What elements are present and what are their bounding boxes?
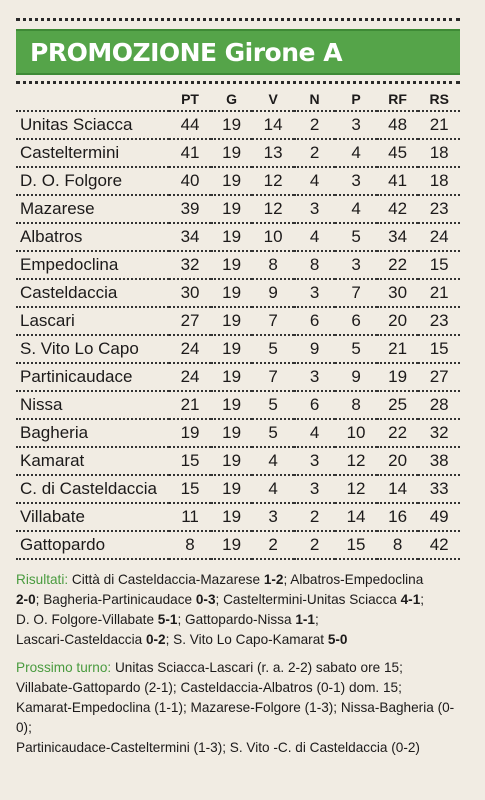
result-score: 4-1 bbox=[400, 592, 421, 607]
result-text: Lascari-Casteldaccia bbox=[16, 632, 146, 647]
cell-rs: 21 bbox=[418, 279, 460, 307]
team-name: Unitas Sciacca bbox=[16, 111, 169, 139]
cell-p: 4 bbox=[335, 139, 377, 167]
cell-g: 19 bbox=[211, 475, 253, 503]
cell-v: 7 bbox=[252, 363, 294, 391]
result-text: ; Casteltermini-Unitas Sciacca bbox=[215, 592, 401, 607]
cell-v: 5 bbox=[252, 335, 294, 363]
cell-n: 4 bbox=[294, 419, 335, 447]
result-score: 5-0 bbox=[327, 632, 348, 647]
cell-g: 19 bbox=[211, 531, 253, 559]
standings-article bbox=[16, 18, 460, 766]
results-section bbox=[16, 570, 460, 758]
cell-rs: 49 bbox=[418, 503, 460, 531]
cell-pt: 15 bbox=[169, 447, 211, 475]
cell-g: 19 bbox=[211, 391, 253, 419]
team-name: Kamarat bbox=[16, 447, 169, 475]
cell-rf: 41 bbox=[377, 167, 419, 195]
cell-n: 6 bbox=[294, 307, 335, 335]
cell-g: 19 bbox=[211, 251, 253, 279]
cell-rs: 15 bbox=[418, 251, 460, 279]
cell-g: 19 bbox=[211, 111, 253, 139]
cell-pt: 44 bbox=[169, 111, 211, 139]
cell-pt: 24 bbox=[169, 335, 211, 363]
team-name: C. di Casteldaccia bbox=[16, 475, 169, 503]
next-round-line: Partinicaudace-Casteltermini (1-3); S. Vito -C. di Casteldaccia (0-2) bbox=[16, 740, 420, 755]
cell-rs: 21 bbox=[418, 111, 460, 139]
cell-pt: 11 bbox=[169, 503, 211, 531]
cell-rf: 16 bbox=[377, 503, 419, 531]
cell-pt: 8 bbox=[169, 531, 211, 559]
header-rf: RF bbox=[377, 88, 419, 111]
group-title: Girone A bbox=[224, 37, 343, 67]
result-score: 0-3 bbox=[195, 592, 216, 607]
cell-rf: 19 bbox=[377, 363, 419, 391]
cell-p: 4 bbox=[335, 195, 377, 223]
result-text: D. O. Folgore-Villabate bbox=[16, 612, 158, 627]
cell-pt: 24 bbox=[169, 363, 211, 391]
cell-rf: 22 bbox=[377, 251, 419, 279]
cell-p: 10 bbox=[335, 419, 377, 447]
cell-rf: 20 bbox=[377, 307, 419, 335]
team-name: Bagheria bbox=[16, 419, 169, 447]
cell-n: 2 bbox=[294, 139, 335, 167]
cell-rs: 38 bbox=[418, 447, 460, 475]
cell-n: 3 bbox=[294, 475, 335, 503]
table-row bbox=[16, 447, 460, 475]
cell-pt: 15 bbox=[169, 475, 211, 503]
table-header-row bbox=[16, 88, 460, 111]
cell-n: 4 bbox=[294, 223, 335, 251]
cell-v: 9 bbox=[252, 279, 294, 307]
team-name: Casteldaccia bbox=[16, 279, 169, 307]
result-text: ; Gattopardo-Nissa bbox=[177, 612, 296, 627]
cell-pt: 27 bbox=[169, 307, 211, 335]
cell-rs: 23 bbox=[418, 195, 460, 223]
table-row bbox=[16, 503, 460, 531]
cell-rf: 34 bbox=[377, 223, 419, 251]
cell-n: 3 bbox=[294, 363, 335, 391]
cell-rf: 22 bbox=[377, 419, 419, 447]
team-name: Lascari bbox=[16, 307, 169, 335]
cell-n: 2 bbox=[294, 531, 335, 559]
result-score: 1-2 bbox=[263, 572, 284, 587]
cell-rs: 42 bbox=[418, 531, 460, 559]
header-v: V bbox=[252, 88, 294, 111]
team-name: S. Vito Lo Capo bbox=[16, 335, 169, 363]
table-row bbox=[16, 419, 460, 447]
cell-n: 8 bbox=[294, 251, 335, 279]
cell-rs: 28 bbox=[418, 391, 460, 419]
table-row bbox=[16, 223, 460, 251]
result-score: 5-1 bbox=[157, 612, 178, 627]
table-row bbox=[16, 251, 460, 279]
team-name: Albatros bbox=[16, 223, 169, 251]
team-name: Empedoclina bbox=[16, 251, 169, 279]
cell-v: 8 bbox=[252, 251, 294, 279]
table-row bbox=[16, 335, 460, 363]
cell-g: 19 bbox=[211, 195, 253, 223]
cell-rf: 20 bbox=[377, 447, 419, 475]
banner-divider bbox=[16, 81, 460, 84]
next-round-paragraph bbox=[16, 658, 460, 758]
cell-v: 7 bbox=[252, 307, 294, 335]
cell-pt: 19 bbox=[169, 419, 211, 447]
cell-rf: 30 bbox=[377, 279, 419, 307]
team-name: Villabate bbox=[16, 503, 169, 531]
cell-pt: 40 bbox=[169, 167, 211, 195]
table-row bbox=[16, 475, 460, 503]
cell-g: 19 bbox=[211, 139, 253, 167]
next-round-line: Villabate-Gattopardo (2-1); Casteldaccia-Albatros (0-1) dom. 15; bbox=[16, 680, 402, 695]
cell-rf: 42 bbox=[377, 195, 419, 223]
results-paragraph bbox=[16, 570, 460, 650]
cell-rf: 48 bbox=[377, 111, 419, 139]
cell-rs: 18 bbox=[418, 167, 460, 195]
cell-v: 4 bbox=[252, 447, 294, 475]
header-pt: PT bbox=[169, 88, 211, 111]
title-banner bbox=[16, 29, 460, 75]
cell-rf: 21 bbox=[377, 335, 419, 363]
header-team bbox=[16, 88, 169, 111]
cell-pt: 32 bbox=[169, 251, 211, 279]
table-body bbox=[16, 111, 460, 559]
cell-pt: 21 bbox=[169, 391, 211, 419]
cell-v: 10 bbox=[252, 223, 294, 251]
top-divider bbox=[16, 18, 460, 21]
cell-v: 5 bbox=[252, 391, 294, 419]
cell-n: 9 bbox=[294, 335, 335, 363]
cell-p: 3 bbox=[335, 167, 377, 195]
cell-v: 12 bbox=[252, 195, 294, 223]
cell-g: 19 bbox=[211, 279, 253, 307]
team-name: Casteltermini bbox=[16, 139, 169, 167]
cell-rf: 45 bbox=[377, 139, 419, 167]
header-rs: RS bbox=[418, 88, 460, 111]
standings-table bbox=[16, 88, 460, 560]
result-text: ; Albatros-Empedoclina bbox=[283, 572, 424, 587]
cell-p: 7 bbox=[335, 279, 377, 307]
cell-rf: 14 bbox=[377, 475, 419, 503]
cell-g: 19 bbox=[211, 223, 253, 251]
cell-rs: 18 bbox=[418, 139, 460, 167]
cell-g: 19 bbox=[211, 335, 253, 363]
cell-p: 15 bbox=[335, 531, 377, 559]
cell-p: 6 bbox=[335, 307, 377, 335]
result-score: 2-0 bbox=[16, 592, 36, 607]
table-row bbox=[16, 195, 460, 223]
cell-g: 19 bbox=[211, 363, 253, 391]
table-row bbox=[16, 307, 460, 335]
cell-g: 19 bbox=[211, 419, 253, 447]
next-round-line: Kamarat-Empedoclina (1-1); Mazarese-Folgore (1-3); Nissa-Bagheria (0-0); bbox=[16, 700, 455, 735]
result-text: ; bbox=[314, 612, 319, 627]
cell-g: 19 bbox=[211, 447, 253, 475]
cell-rf: 8 bbox=[377, 531, 419, 559]
cell-pt: 39 bbox=[169, 195, 211, 223]
result-text: Città di Casteldaccia-Mazarese bbox=[68, 572, 264, 587]
table-row bbox=[16, 167, 460, 195]
team-name: Nissa bbox=[16, 391, 169, 419]
team-name: Partinicaudace bbox=[16, 363, 169, 391]
results-label: Risultati: bbox=[16, 572, 69, 587]
cell-rs: 15 bbox=[418, 335, 460, 363]
cell-n: 3 bbox=[294, 195, 335, 223]
cell-g: 19 bbox=[211, 503, 253, 531]
team-name: D. O. Folgore bbox=[16, 167, 169, 195]
cell-n: 3 bbox=[294, 279, 335, 307]
cell-p: 5 bbox=[335, 223, 377, 251]
cell-rs: 32 bbox=[418, 419, 460, 447]
cell-rs: 24 bbox=[418, 223, 460, 251]
result-score: 1-1 bbox=[295, 612, 315, 627]
header-g: G bbox=[211, 88, 253, 111]
result-text: ; bbox=[420, 592, 425, 607]
cell-v: 5 bbox=[252, 419, 294, 447]
cell-pt: 41 bbox=[169, 139, 211, 167]
cell-p: 12 bbox=[335, 475, 377, 503]
team-name: Mazarese bbox=[16, 195, 169, 223]
table-row bbox=[16, 139, 460, 167]
cell-g: 19 bbox=[211, 167, 253, 195]
cell-n: 6 bbox=[294, 391, 335, 419]
next-round-line: Unitas Sciacca-Lascari (r. a. 2-2) sabato ore 15; bbox=[111, 660, 403, 675]
cell-v: 4 bbox=[252, 475, 294, 503]
cell-p: 3 bbox=[335, 111, 377, 139]
cell-g: 19 bbox=[211, 307, 253, 335]
cell-rs: 27 bbox=[418, 363, 460, 391]
cell-p: 14 bbox=[335, 503, 377, 531]
cell-rs: 23 bbox=[418, 307, 460, 335]
league-title: PROMOZIONE bbox=[30, 37, 217, 67]
result-text: ; Bagheria-Partinicaudace bbox=[35, 592, 196, 607]
result-text: ; S. Vito Lo Capo-Kamarat bbox=[165, 632, 328, 647]
table-row bbox=[16, 363, 460, 391]
cell-v: 2 bbox=[252, 531, 294, 559]
cell-rs: 33 bbox=[418, 475, 460, 503]
cell-v: 14 bbox=[252, 111, 294, 139]
header-p: P bbox=[335, 88, 377, 111]
cell-p: 3 bbox=[335, 251, 377, 279]
team-name: Gattopardo bbox=[16, 531, 169, 559]
cell-p: 8 bbox=[335, 391, 377, 419]
cell-v: 12 bbox=[252, 167, 294, 195]
cell-pt: 30 bbox=[169, 279, 211, 307]
cell-n: 3 bbox=[294, 447, 335, 475]
table-row bbox=[16, 391, 460, 419]
table-row bbox=[16, 531, 460, 559]
cell-v: 13 bbox=[252, 139, 294, 167]
cell-p: 12 bbox=[335, 447, 377, 475]
header-n: N bbox=[294, 88, 335, 111]
cell-n: 2 bbox=[294, 111, 335, 139]
next-round-label: Prossimo turno: bbox=[16, 660, 112, 675]
cell-rf: 25 bbox=[377, 391, 419, 419]
result-score: 0-2 bbox=[145, 632, 166, 647]
cell-n: 4 bbox=[294, 167, 335, 195]
table-row bbox=[16, 279, 460, 307]
table-row bbox=[16, 111, 460, 139]
cell-p: 9 bbox=[335, 363, 377, 391]
cell-n: 2 bbox=[294, 503, 335, 531]
cell-p: 5 bbox=[335, 335, 377, 363]
cell-v: 3 bbox=[252, 503, 294, 531]
cell-pt: 34 bbox=[169, 223, 211, 251]
